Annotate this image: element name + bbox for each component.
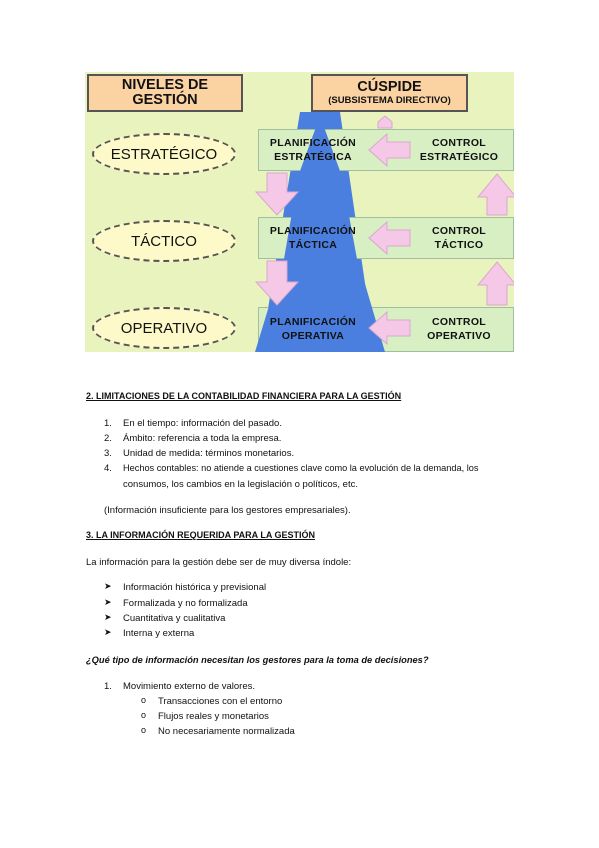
section2-item3: Unidad de medida: términos monetarios. [123,448,295,459]
section3-bullet2: Formalizada y no formalizada [123,598,248,609]
sub-marker: o [141,725,147,735]
arrow-bullet-icon: ➤ [104,581,112,591]
arrow-bullet-icon: ➤ [104,612,112,622]
sub-marker: o [141,710,147,720]
control-estrategico-l1: CONTROL [431,137,486,149]
planificacion-estrategica-l2: ESTRATÉGICA [274,151,352,164]
niveles-line1: NIVELES DE [121,76,209,93]
planificacion-estrategica-l1: PLANIFICACIÓN [269,137,357,149]
control-operativo-l2: OPERATIVO [427,330,491,343]
section2-item3-num: 3. [104,448,112,459]
control-tactico-l2: TÁCTICO [434,239,484,252]
section2-item1-num: 1. [104,418,112,429]
planificacion-tactica-l1: PLANIFICACIÓN [269,225,357,237]
section3-bullet1: Información histórica y previsional [123,582,267,593]
arrow-up-right-2-icon [478,262,514,305]
planificacion-tactica-l2: TÁCTICA [288,239,338,252]
arrow-left-tactico-icon [369,222,410,254]
control-tactico-l1: CONTROL [431,225,486,237]
management-levels-diagram [85,72,514,352]
section3-heading: 3. LA INFORMACIÓN REQUERIDA PARA LA GESTIÓN [86,530,316,540]
cuspide-subtitle: (SUBSISTEMA DIRECTIVO) [328,94,451,106]
control-operativo [411,315,507,343]
niveles-line2: GESTIÓN [132,92,198,108]
planificacion-estrategica [261,136,365,164]
section2-item4: Hechos contables: no atiende a cuestiones clave como la evolución de la demanda, los [123,463,479,473]
arrow-up-right-1-icon [478,174,514,215]
section2-item1: En el tiempo: información del pasado. [123,418,282,429]
section2-heading: 2. LIMITACIONES DE LA CONTABILIDAD FINANCIERA PARA LA GESTIÓN [86,391,402,401]
section2-item4-cont: consumos, los cambios en la legislación o políticos, etc. [123,479,358,490]
level-operativo-label: OPERATIVO [120,319,208,337]
level-estrategico-label: ESTRATÉGICO [110,145,218,163]
section2-item4-num: 4. [104,463,112,474]
arrow-up-top-icon [378,116,392,128]
section3-sub1: Transacciones con el entorno [158,696,283,707]
arrow-down-left-1-icon [256,173,298,215]
level-tactico [92,220,236,262]
arrow-bullet-icon: ➤ [104,627,112,637]
section2-item2: Ámbito: referencia a toda la empresa. [123,433,282,444]
section3-intro: La información para la gestión debe ser de muy diversa índole: [86,557,352,568]
section3-sub3: No necesariamente normalizada [158,726,295,737]
section3-bullet3: Cuantitativa y cualitativa [123,613,226,624]
section3-bullet4: Interna y externa [123,628,195,639]
planificacion-operativa [261,315,365,343]
section2-note: (Información insuficiente para los gestores empresariales). [104,505,351,516]
level-estrategico [92,133,236,175]
sub-marker: o [141,695,147,705]
planificacion-operativa-l1: PLANIFICACIÓN [269,316,357,328]
level-operativo [92,307,236,349]
section3-sub2: Flujos reales y monetarios [158,711,269,722]
control-estrategico [411,136,507,164]
planificacion-tactica [261,224,365,252]
section2-item2-num: 2. [104,433,112,444]
arrow-left-estrategico-icon [369,134,410,166]
arrow-bullet-icon: ➤ [104,597,112,607]
section3-item1-num: 1. [104,681,112,692]
control-operativo-l1: CONTROL [431,316,486,328]
control-estrategico-l2: ESTRATÉGICO [419,151,499,164]
section3-item1: Movimiento externo de valores. [123,681,256,692]
planificacion-operativa-l2: OPERATIVA [281,330,345,343]
level-tactico-label: TÁCTICO [131,232,197,250]
control-tactico [411,224,507,252]
cuspide-title: CÚSPIDE [357,79,422,96]
section3-question: ¿Qué tipo de información necesitan los gestores para la toma de decisiones? [86,655,429,665]
